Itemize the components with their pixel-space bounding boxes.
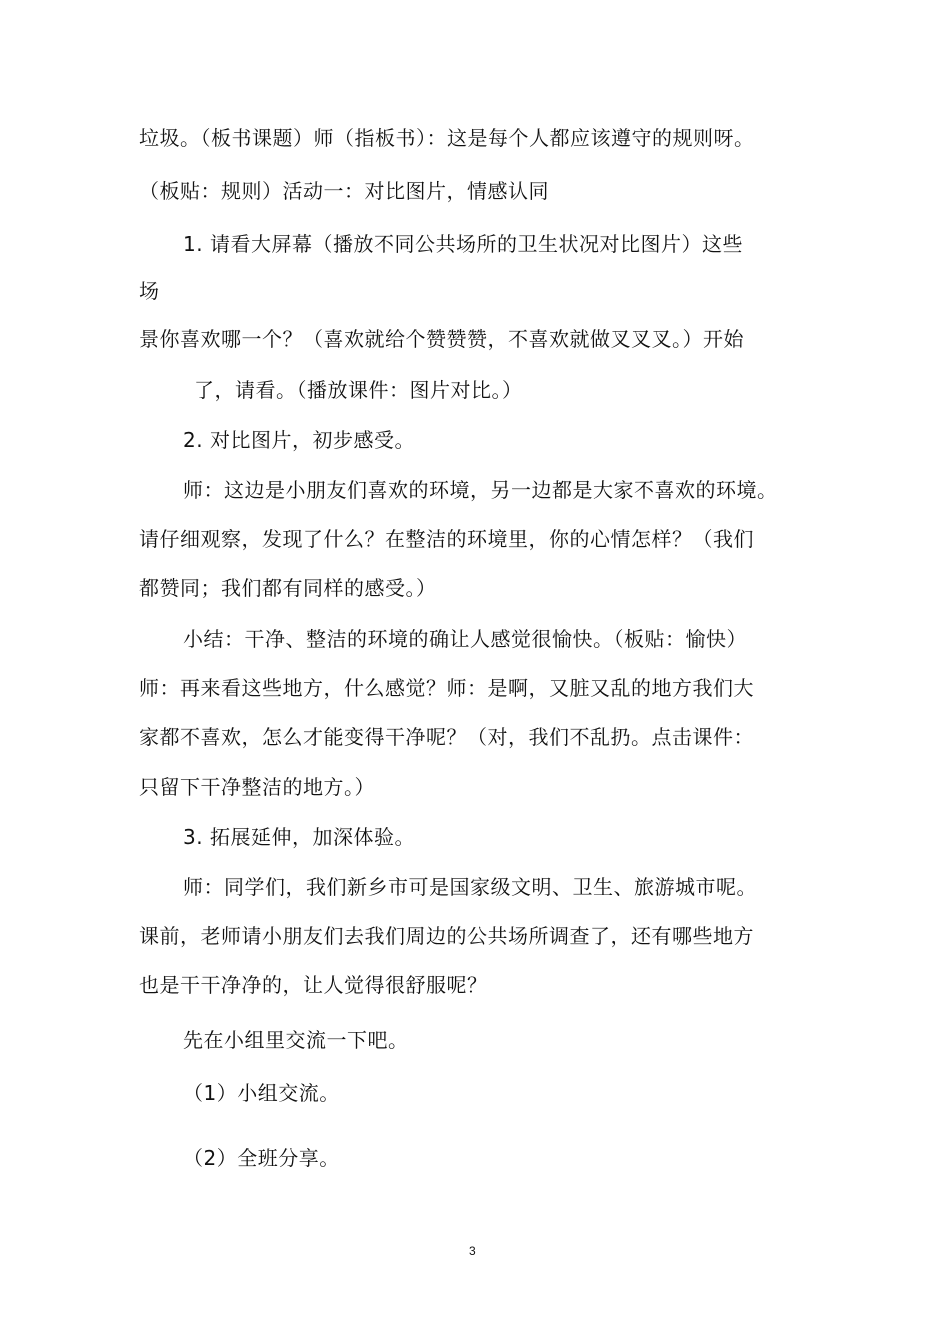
paragraph-line: 也是干干净净的，让人觉得很舒服呢？ [139,973,488,997]
paragraph-line: 只留下干净整洁的地方。） [139,775,375,799]
paragraph-line: 了，请看。（播放课件：图片对比。） [194,378,523,402]
paragraph-line: （板贴：规则）活动一：对比图片，情感认同 [139,179,549,203]
page-number: 3 [469,1244,476,1258]
paragraph-line: （2）全班分享。 [183,1146,340,1170]
paragraph-line: 1. 请看大屏幕（播放不同公共场所的卫生状况对比图片）这些 [183,232,743,256]
paragraph-line: 3. 拓展延伸，加深体验。 [183,825,415,849]
paragraph-line: 师：同学们，我们新乡市可是国家级文明、卫生、旅游城市呢。 [183,875,757,899]
paragraph-line: 家都不喜欢，怎么才能变得干净呢？（对，我们不乱扔。点击课件： [139,725,754,749]
paragraph-line: 景你喜欢哪一个？（喜欢就给个赞赞赞，不喜欢就做叉叉叉。）开始 [139,327,744,351]
paragraph-line: 师：再来看这些地方，什么感觉？师：是啊，又脏又乱的地方我们大 [139,676,754,700]
paragraph-line: 场 [139,279,160,303]
paragraph-line: 2. 对比图片，初步感受。 [183,428,415,452]
paragraph-line: 垃圾。（板书课题）师（指板书）：这是每个人都应该遵守的规则呀。 [139,126,755,150]
paragraph-line: 师：这边是小朋友们喜欢的环境，另一边都是大家不喜欢的环境。 [183,478,778,502]
paragraph-line: （1）小组交流。 [183,1081,340,1105]
paragraph-line: 先在小组里交流一下吧。 [183,1028,409,1052]
paragraph-line: 都赞同；我们都有同样的感受。） [139,576,437,600]
paragraph-line: 请仔细观察，发现了什么？在整洁的环境里，你的心情怎样？（我们 [139,527,754,551]
paragraph-line: 小结：干净、整洁的环境的确让人感觉很愉快。（板贴：愉快） [183,627,747,651]
paragraph-line: 课前，老师请小朋友们去我们周边的公共场所调查了，还有哪些地方 [139,924,754,948]
